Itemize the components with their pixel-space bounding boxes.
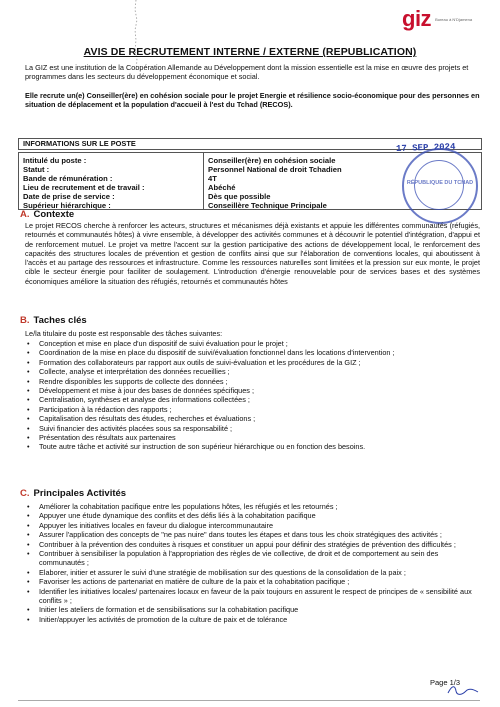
label-pay-band: Bande de rémunération : [23,174,113,183]
tasks-intro: Le/la titulaire du poste est responsable des tâches suivantes: [25,329,223,338]
label-status: Statut : [23,165,50,174]
section-b-letter: B. [20,315,30,326]
list-item: • Toute autre tâche et activité sur instruction de son supérieur hiérarchique ou en fonction des besoins. [25,442,480,451]
section-c-heading [20,488,126,499]
context-paragraph: Le projet RECOS cherche à renforcer les acteurs, structures et mécanismes déjà existants et appuie les différentes communautés (réfugiés, retournés et communautés hôtes) à vivre ensemble, à développer des activités communes et à découvrir le potentiel d'intégration, d'appui et de renforcement mutuel. Le projet va mettre l'accent sur la gestion participative des actions de développement local, le renforcement des capacités des structures locales de prévention et gestion de conflits ainsi que sur l'élaboration de conventions locales, qui aboutissent à l'accès et au partage des ressources et infrastructure. Comme les ressources naturelles sont limitées et la pression sur eux monte, le projet cible le secteur énergie pour faciliter de soulagement. L'introduction d'énergie renouvelable pour de services bases et des systèmes économiques améliore la situation des réfugiés, retournés et communautés hôtes [25,221,480,286]
label-start-date: Date de prise de service : [23,192,115,201]
list-item: • Améliorer la cohabitation pacifique entre les populations hôtes, les réfugiés et les retournés ; [25,502,480,511]
section-b-heading [20,315,87,326]
section-a-heading [20,209,74,220]
official-stamp-text: RÉPUBLIQUE DU TCHAD [406,180,474,186]
value-pay-band: 4T [208,174,217,183]
received-date-stamp: 17 SEP 2024 [395,141,456,155]
logo-wordmark: giz [402,6,432,31]
page-number: Page 1/3 [430,678,461,687]
section-a-title: Contexte [33,209,75,220]
list-item: • Coordination de la mise en place du dispositif de suivi/évaluation fonctionnel dans les locations d'intervention ; [25,348,480,357]
list-item: • Initier les ateliers de formation et de sensibilisations sur la cohabitation pacifique [25,605,480,614]
list-item: • Suivi financier des activités placées sous sa responsabilité ; [25,424,480,433]
list-item: • Appuyer les initiatives locales en faveur du dialogue intercommunautaire [25,521,480,530]
info-section-title: INFORMATIONS SUR LE POSTE [23,139,136,148]
tasks-list [25,339,480,452]
info-labels [23,156,203,210]
value-supervisor: Conseillère Technique Principale [208,201,327,210]
label-location: Lieu de recrutement et de travail : [23,183,145,192]
value-job-title: Conseiller(ère) en cohésion sociale [208,156,336,165]
list-item: • Formation des collaborateurs par rapport aux outils de suivi-évaluation et les procédures de la GIZ ; [25,358,480,367]
info-values [208,156,408,210]
list-item: • Contribuer à sensibiliser la population à l'appropriation des règles de vie collective, de droit et de comportement au sein des communautés ; [25,549,480,568]
list-item: • Identifier les initiatives locales/ partenaires locaux en faveur de la paix toujours en assurent le respect de principes de « sensibilité aux conflits » ; [25,587,480,606]
label-supervisor: Supérieur hiérarchique : [23,201,111,210]
page-title: AVIS DE RECRUTEMENT INTERNE / EXTERNE (REPUBLICATION) [83,46,417,58]
intro-recruitment-paragraph: Elle recrute un(e) Conseiller(ère) en cohésion sociale pour le projet Energie et résilience socio-économique pour des personnes en situation de déplacement et la population d'accueil à l'est du Tchad (RECOS). [25,91,480,110]
section-b-title: Taches clés [33,315,87,326]
section-a-letter: A. [20,209,30,220]
value-status: Personnel National de droit Tchadien [208,165,342,174]
list-item: • Contribuer à la prévention des conduites à risques et constituer un appui pour définir des stratégies de prévention des difficultés ; [25,540,480,549]
list-item: • Développement et mise à jour des bases de données spécifiques ; [25,386,480,395]
activities-list [25,502,480,624]
label-job-title: Intitulé du poste : [23,156,87,165]
value-location: Abéché [208,183,236,192]
value-start-date: Dès que possible [208,192,271,201]
list-item: • Centralisation, synthèses et analyse des informations collectées ; [25,395,480,404]
section-c-letter: C. [20,488,30,499]
list-item: • Participation à la rédaction des rapports ; [25,405,480,414]
official-stamp [402,148,478,224]
list-item: • Elaborer, initier et assurer le suivi d'une stratégie de mobilisation sur des questions de la consolidation de la paix ; [25,568,480,577]
logo-subtext: Bureau à N'Djamena [435,16,473,22]
list-item: • Rendre disponibles les supports de collecte des données ; [25,377,480,386]
list-item: • Collecte, analyse et interprétation des données recueillies ; [25,367,480,376]
list-item: • Conception et mise en place d'un dispositif de suivi évaluation pour le projet ; [25,339,480,348]
list-item: • Assurer l'application des concepts de "ne pas nuire" dans toutes les étapes et dans tous les choix stratégiques des activités ; [25,530,480,539]
section-c-title: Principales Activités [33,488,127,499]
list-item: • Appuyer une étude dynamique des conflits et des défis liés à la cohabitation pacifique [25,511,480,520]
list-item: • Favoriser les actions de partenariat en matière de culture de la paix et la cohabitation pacifique ; [25,577,480,586]
intro-paragraph: La GIZ est une institution de la Coopération Allemande au Développement dont la mission essentielle est la mise en œuvre des projets et programmes dans les secteurs du développement économique et social. [25,63,469,82]
signature-mark [446,683,480,697]
list-item: • Initier/appuyer les activités de promotion de la culture de paix et de tolérance [25,615,480,624]
list-item: • Capitalisation des résultats des études, recherches et évaluations ; [25,414,480,423]
fold-mark [132,0,140,70]
list-item: • Présentation des résultats aux partenaires [25,433,480,442]
info-divider [203,153,204,209]
giz-logo [402,8,480,30]
footer-rule [18,700,480,701]
